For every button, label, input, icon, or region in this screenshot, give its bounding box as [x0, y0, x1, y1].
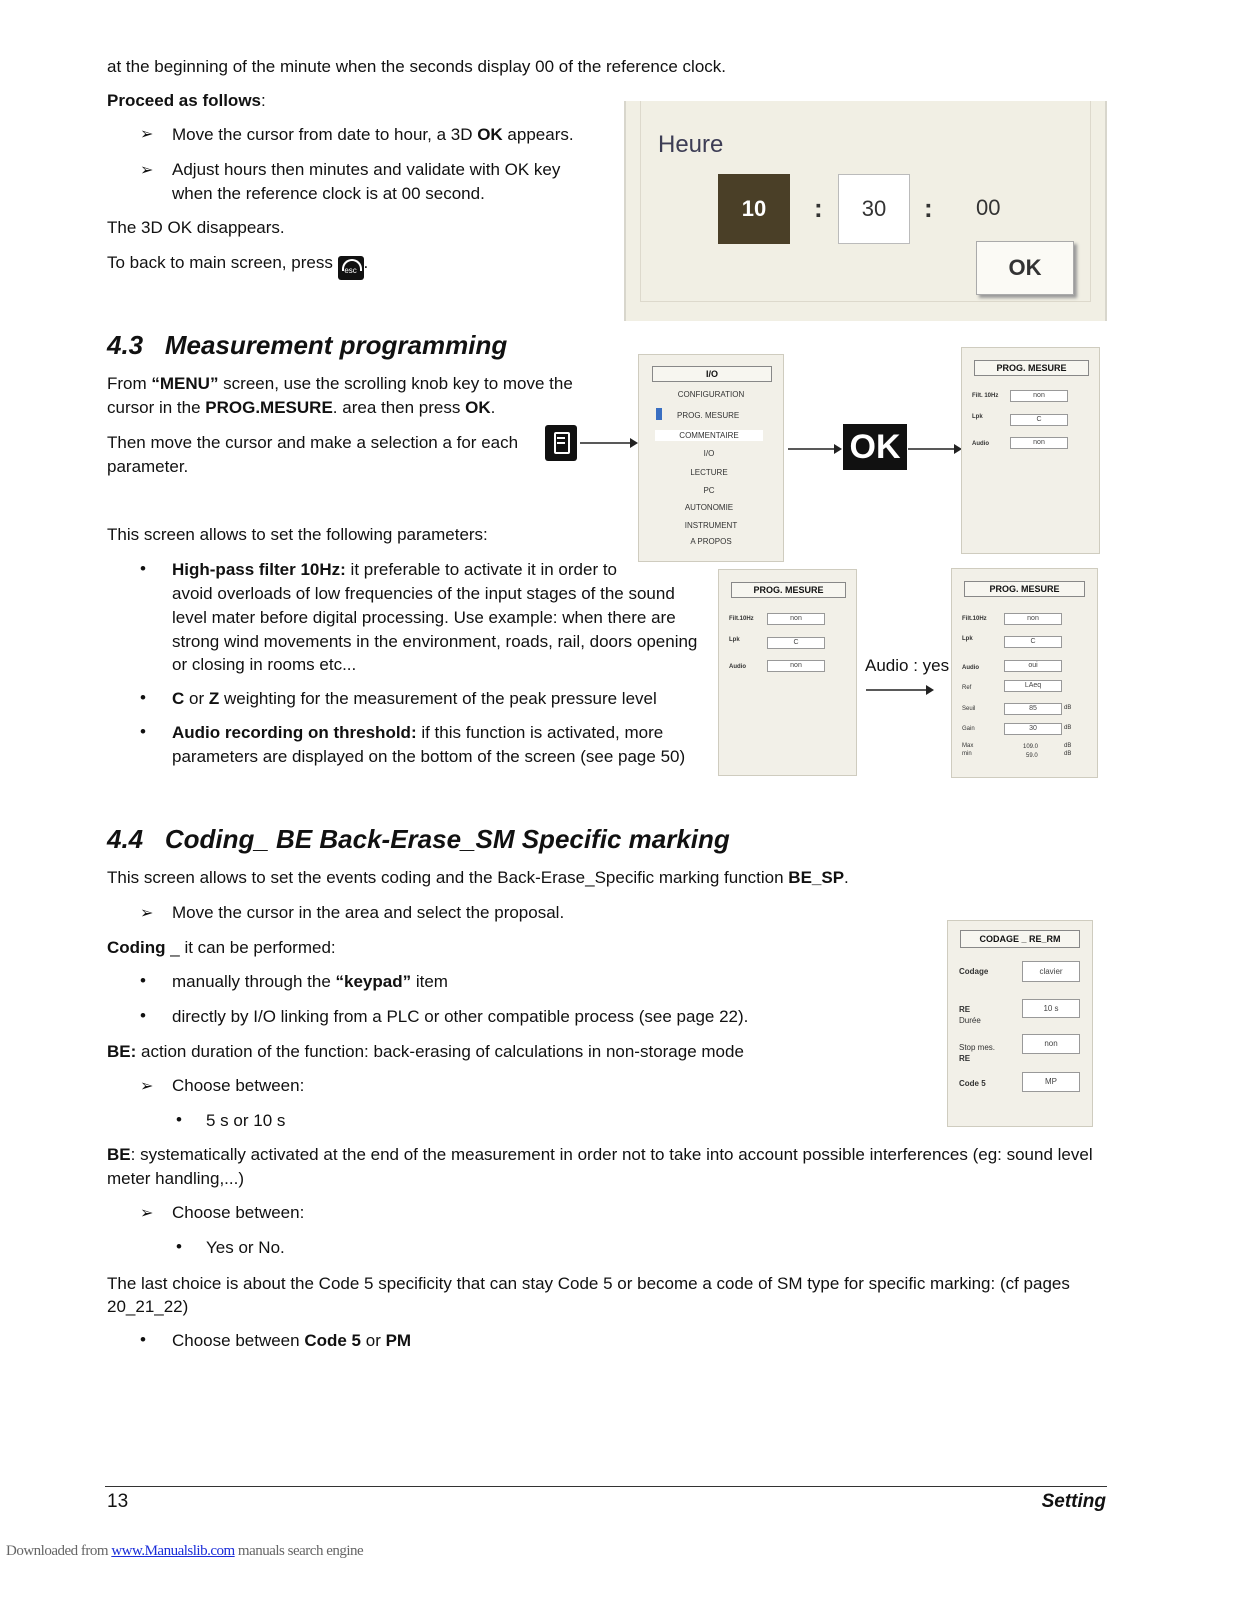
back-main-line [107, 251, 368, 280]
footer-section: Setting [1041, 1491, 1106, 1512]
sec43-p1-line2 [107, 396, 495, 420]
intro-line: at the beginning of the minute when the seconds display 00 of the reference clock. [107, 57, 727, 76]
section-4-3-heading [107, 330, 507, 361]
bullet-audio-line1 [172, 721, 663, 745]
codage-value-codage[interactable]: clavier [1022, 961, 1080, 982]
prog3-unit-gain: dB [1064, 725, 1072, 731]
bullet-dot-icon: • [140, 722, 146, 741]
menu-key-icon [545, 425, 577, 461]
coding-rest: _ it can be performed: [165, 938, 336, 957]
codage-label-code5: Code 5 [959, 1079, 986, 1088]
prog2-value-filt[interactable]: non [767, 613, 825, 625]
prog3-title: PROG. MESURE [964, 581, 1085, 597]
menu-item-a-propos[interactable]: A PROPOS [690, 537, 732, 546]
coding-bold: Coding [107, 938, 166, 957]
prog3-label-seuil: Seuil [962, 706, 976, 712]
arrow-bullet-icon: ➢ [140, 905, 154, 922]
be1-line [107, 1040, 744, 1064]
ok-key-icon: OK [843, 424, 907, 470]
be2-line2: meter handling,...) [107, 1169, 245, 1188]
audio-l1: if this function is activated, more [416, 723, 664, 742]
esc-key-icon: esc [338, 256, 364, 280]
arrow-bullet-icon: ➢ [140, 1078, 154, 1095]
bullet-hpf-line5: or closing in rooms etc... [172, 655, 357, 674]
proceed-label: Proceed as follows [107, 91, 261, 110]
bullet-hpf-line3: level mater before digital processing. Use example: when there are [172, 608, 676, 627]
prog1-label-filt: Filt. 10Hz [972, 393, 999, 399]
codage-screen [947, 920, 1093, 1127]
prog3-label-audio: Audio [962, 665, 979, 671]
prog-mesure-screen-1 [961, 347, 1100, 554]
code5-bold: Code 5 [304, 1331, 362, 1350]
choose-2: Choose between: [172, 1203, 305, 1222]
menu-item-autonomie[interactable]: AUTONOMIE [684, 503, 734, 512]
step-2-line2: when the reference clock is at 00 second. [172, 184, 485, 203]
or-text: or [184, 689, 209, 708]
sec43-p2-line2: parameter. [107, 457, 189, 476]
menu-item-pc[interactable]: PC [703, 486, 715, 495]
prog3-label-ref: Ref [962, 685, 972, 691]
prog1-value-audio[interactable]: non [1010, 437, 1068, 449]
proceed-heading [107, 89, 266, 113]
step-2-line1: Adjust hours then minutes and validate with OK key [172, 160, 561, 179]
heure-panel [624, 101, 1107, 321]
prog3-unit-seuil: dB [1064, 705, 1072, 711]
section-4-4-number: 4.4 [107, 824, 144, 854]
step-1 [172, 123, 574, 147]
bullet-dot-icon: • [140, 971, 146, 990]
step-1-pre: Move the cursor from date to hour, a 3D [172, 125, 478, 144]
prog3-label-min: min [962, 751, 972, 757]
prog1-title: PROG. MESURE [974, 360, 1089, 376]
codage-value-stop[interactable]: non [1022, 1034, 1080, 1054]
codage-label-re: RE [959, 1005, 971, 1014]
menu-item-instrument[interactable]: INSTRUMENT [684, 521, 738, 530]
sec43-p1-line1 [107, 372, 612, 396]
prog3-label-lpk: Lpk [962, 636, 973, 642]
ok-bold: OK [465, 398, 491, 417]
be2-l1: : systematically activated at the end of the measurement in order not to take into account possible interferences (eg: sound level [130, 1145, 1093, 1164]
menu-item-io[interactable]: I/O [703, 449, 715, 458]
be2-line1 [107, 1143, 1107, 1167]
from-text: From [107, 374, 152, 393]
sec44-p1-a: This screen allows to set the events coding and the Back-Erase_Specific marking function [107, 868, 789, 887]
heure-title: Heure [658, 131, 724, 158]
arrow-to-prog1-icon [908, 443, 964, 455]
prog3-value-audio[interactable]: oui [1004, 660, 1062, 672]
be-sp-bold: BE_SP [788, 868, 845, 887]
z-bold: Z [208, 689, 220, 708]
arrow-bullet-icon: ➢ [140, 162, 154, 179]
ok-3d-button[interactable]: OK [976, 241, 1074, 295]
be1-bold: BE: [107, 1042, 137, 1061]
prog3-value-gain[interactable]: 30 [1004, 723, 1062, 735]
coding-bullet-2: directly by I/O linking from a PLC or other compatible process (see page 22). [172, 1007, 749, 1026]
coding-line [107, 936, 336, 960]
menu-bold: “MENU” [151, 374, 219, 393]
menu-item-commentaire[interactable]: COMMENTAIRE [679, 431, 739, 440]
prog-mesure-screen-3 [951, 568, 1098, 778]
c-bold: C [172, 689, 185, 708]
arrow-to-ok-icon [788, 443, 844, 455]
sec43-p2-line1: Then move the cursor and make a selection a for each [107, 433, 519, 452]
footer-rule [105, 1486, 1107, 1487]
weighting-rest: weighting for the measurement of the peak pressure level [219, 689, 657, 708]
ok-disappears: The 3D OK disappears. [107, 218, 285, 237]
be1-rest: action duration of the function: back-erasing of calculations in non-storage mode [136, 1042, 744, 1061]
section-4-4-title: Coding_ BE Back-Erase_SM Specific marking [164, 824, 730, 854]
menu-item-configuration[interactable]: CONFIGURATION [677, 390, 745, 399]
bullet-dot-icon: • [140, 1330, 146, 1349]
bullet-weighting [172, 687, 657, 711]
sec43-p1-c: cursor in the [107, 398, 206, 417]
download-note [6, 1543, 363, 1560]
codage-label-stop: Stop mes. [959, 1043, 996, 1052]
arrow-to-menu-icon [580, 437, 640, 449]
prog3-label-filt: Filt.10Hz [962, 616, 987, 622]
sec43-p3: This screen allows to set the following parameters: [107, 525, 488, 544]
prog2-label-lpk: Lpk [729, 637, 740, 643]
audio-bold: Audio recording on threshold: [172, 723, 417, 742]
bullet-hpf-line2: avoid overloads of low frequencies of the input stages of the sound [172, 584, 675, 603]
bullet-dot-icon: • [140, 1006, 146, 1025]
section-4-4-heading [107, 824, 730, 855]
bullet-hpf-line4: strong wind movements in the environment, roads, rail, doors opening [172, 632, 698, 651]
pm-bold: PM [385, 1331, 412, 1350]
codage-value-re[interactable]: 10 s [1022, 999, 1080, 1018]
prog2-value-lpk[interactable]: C [767, 637, 825, 649]
choose-1: Choose between: [172, 1076, 305, 1095]
last-bullet [172, 1329, 411, 1353]
menu-item-lecture[interactable]: LECTURE [690, 468, 728, 477]
prog3-label-max: Max [962, 743, 974, 749]
bullet-hpf-line1 [172, 558, 617, 582]
codage-title: CODAGE _ RE_RM [960, 930, 1080, 948]
bullet-dot-icon: • [140, 559, 146, 578]
menu-header: I/O [652, 366, 772, 382]
menu-screen [638, 354, 784, 562]
arrow-bullet-icon: ➢ [140, 126, 154, 143]
sec43-p1-d: . area then press [332, 398, 466, 417]
bullet-dot-icon: • [176, 1110, 182, 1129]
back-main-period: . [363, 253, 369, 272]
be1-option: 5 s or 10 s [206, 1111, 286, 1130]
sec43-p1-b: screen, use the scrolling knob key to move the [218, 374, 573, 393]
prog3-max-unit: dB [1064, 743, 1072, 749]
seconds-field: 00 [976, 195, 1001, 220]
download-post: manuals search engine [234, 1543, 364, 1559]
bullet-dot-icon: • [176, 1237, 182, 1256]
time-separator-2: : [924, 193, 933, 223]
coding-b1-b: item [411, 972, 448, 991]
time-separator-1: : [814, 193, 823, 223]
hpf-bold: High-pass filter 10Hz: [172, 560, 346, 579]
bullet-dot-icon: • [140, 688, 146, 707]
arrow-bullet-icon: ➢ [140, 1205, 154, 1222]
last-b-a: Choose between [172, 1331, 305, 1350]
prog3-min-value: 59.0 [1026, 753, 1038, 759]
download-pre: Downloaded from [6, 1543, 112, 1559]
coding-b1-a: manually through the [172, 972, 336, 991]
prog2-label-filt: Filt.10Hz [729, 616, 754, 622]
prog3-value-seuil[interactable]: 85 [1004, 703, 1062, 715]
prog3-value-filt[interactable]: non [1004, 613, 1062, 625]
sec44-step: Move the cursor in the area and select the proposal. [172, 903, 565, 922]
prog-mesure-bold: PROG.MESURE [205, 398, 333, 417]
last-b-or: or [361, 1331, 386, 1350]
page-number: 13 [107, 1491, 129, 1512]
codage-label-stop-re: RE [959, 1054, 971, 1063]
manualslib-link[interactable]: www.Manualslib.com [111, 1543, 235, 1559]
prog-mesure-screen-2 [718, 569, 857, 776]
coding-bullet-1 [172, 970, 448, 994]
prog1-label-audio: Audio [972, 441, 989, 447]
bullet-audio-line2: parameters are displayed on the bottom of the screen (see page 50) [172, 747, 686, 766]
menu-item-prog-mesure[interactable]: PROG. MESURE [677, 411, 740, 420]
minute-field[interactable]: 30 [838, 174, 910, 244]
cursor-marker-icon [656, 408, 662, 420]
be2-option: Yes or No. [206, 1238, 285, 1257]
prog3-value-ref[interactable]: LAeq [1004, 680, 1062, 692]
prog2-value-audio[interactable]: non [767, 660, 825, 672]
sec44-p1 [107, 866, 849, 890]
back-main-text: To back to main screen, press [107, 253, 338, 272]
codage-label-duree: Durée [959, 1016, 981, 1025]
sec44-p1-b: . [844, 868, 849, 887]
prog3-max-value: 109.0 [1023, 744, 1039, 750]
proceed-colon: : [261, 91, 266, 110]
keypad-bold: “keypad” [335, 972, 412, 991]
codage-value-code5[interactable]: MP [1022, 1072, 1080, 1092]
step-1-ok: OK [477, 125, 503, 144]
prog1-label-lpk: Lpk [972, 414, 983, 420]
step-1-post: appears. [502, 125, 574, 144]
prog2-label-audio: Audio [729, 664, 746, 670]
hour-field[interactable]: 10 [718, 174, 790, 244]
prog1-value-filt[interactable]: non [1010, 390, 1068, 402]
be2-bold: BE [107, 1145, 131, 1164]
section-4-3-title: Measurement programming [164, 330, 508, 360]
arrow-to-prog3-icon [866, 684, 936, 696]
prog3-label-gain: Gain [962, 726, 975, 732]
prog3-min-unit: dB [1064, 751, 1072, 757]
prog2-title: PROG. MESURE [731, 582, 846, 598]
section-4-3-number: 4.3 [107, 330, 144, 360]
hpf-l1: it preferable to activate it in order to [345, 560, 618, 579]
last-line1: The last choice is about the Code 5 specificity that can stay Code 5 or become a code of SM type for specific marking: (cf pages [107, 1274, 1070, 1293]
codage-label-codage: Codage [959, 967, 989, 976]
audio-yes-label: Audio : yes [865, 656, 950, 675]
prog3-value-lpk[interactable]: C [1004, 636, 1062, 648]
sec43-p1-e: . [490, 398, 496, 417]
last-line2: 20_21_22) [107, 1297, 189, 1316]
prog1-value-lpk[interactable]: C [1010, 414, 1068, 426]
